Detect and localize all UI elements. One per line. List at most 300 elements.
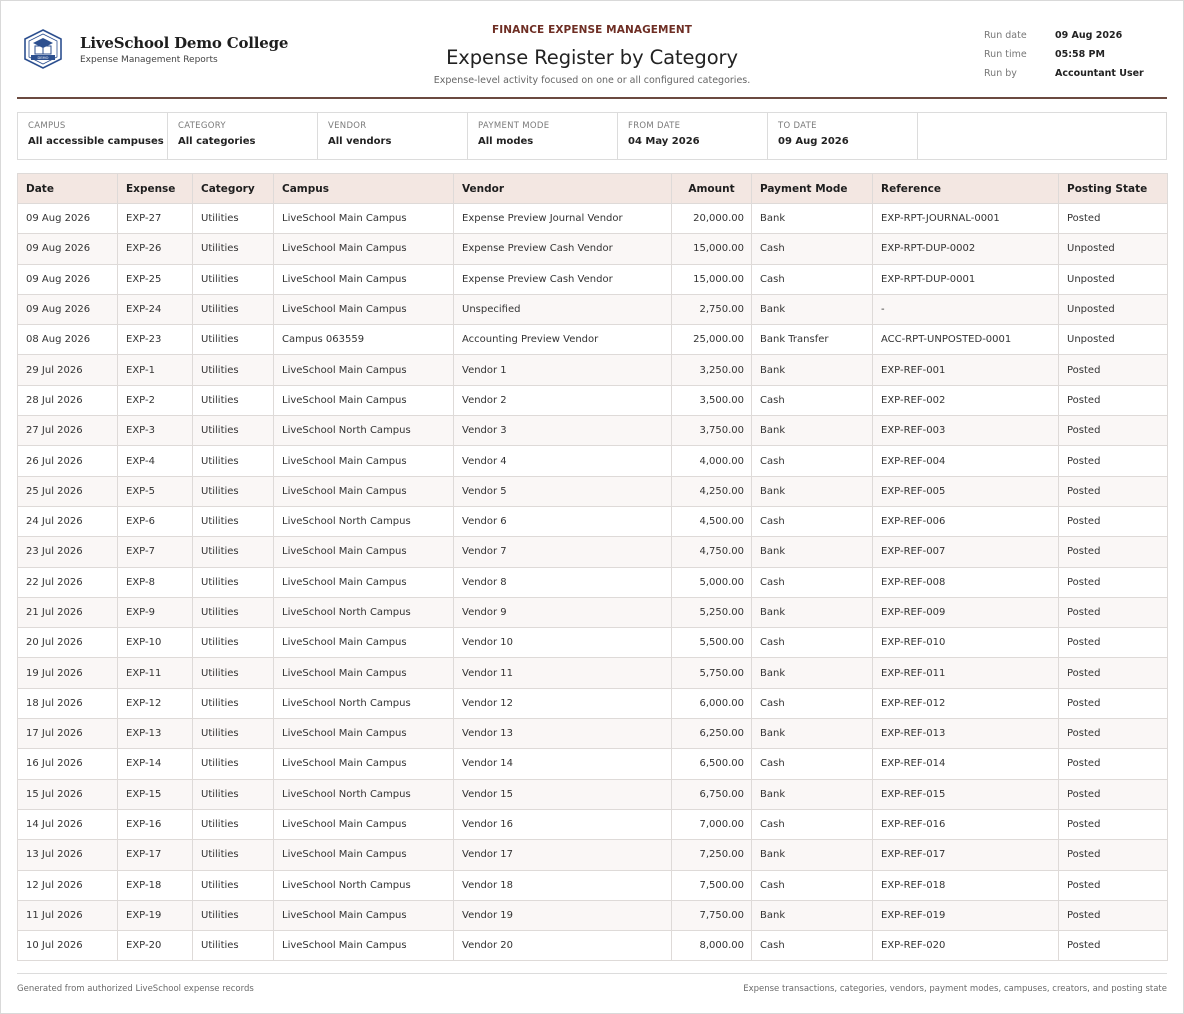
column-header-campus: Campus bbox=[274, 174, 454, 204]
cell-posting-state: Posted bbox=[1059, 931, 1168, 961]
filter-value: 09 Aug 2026 bbox=[778, 136, 849, 147]
cell-campus: LiveSchool Main Campus bbox=[274, 234, 454, 264]
cell-category: Utilities bbox=[193, 416, 274, 446]
cell-payment-mode: Bank bbox=[752, 476, 873, 506]
cell-reference: EXP-REF-016 bbox=[873, 809, 1059, 839]
cell-expense: EXP-23 bbox=[118, 325, 193, 355]
cell-category: Utilities bbox=[193, 446, 274, 476]
cell-posting-state: Posted bbox=[1059, 749, 1168, 779]
table-row bbox=[18, 476, 1168, 506]
table-row bbox=[18, 779, 1168, 809]
brand bbox=[22, 28, 288, 70]
cell-date: 26 Jul 2026 bbox=[18, 446, 118, 476]
cell-expense: EXP-11 bbox=[118, 658, 193, 688]
table-row bbox=[18, 688, 1168, 718]
cell-date: 09 Aug 2026 bbox=[18, 294, 118, 324]
run-time-label: Run time bbox=[984, 49, 1027, 60]
table-row bbox=[18, 506, 1168, 536]
table-row bbox=[18, 900, 1168, 930]
column-header-amount: Amount bbox=[672, 174, 752, 204]
cell-payment-mode: Bank bbox=[752, 355, 873, 385]
cell-payment-mode: Cash bbox=[752, 506, 873, 536]
cell-campus: LiveSchool North Campus bbox=[274, 779, 454, 809]
cell-campus: LiveSchool Main Campus bbox=[274, 840, 454, 870]
cell-expense: EXP-17 bbox=[118, 840, 193, 870]
cell-category: Utilities bbox=[193, 567, 274, 597]
cell-amount: 5,250.00 bbox=[672, 597, 752, 627]
filter-category bbox=[168, 113, 318, 159]
cell-date: 20 Jul 2026 bbox=[18, 628, 118, 658]
cell-date: 09 Aug 2026 bbox=[18, 204, 118, 234]
cell-campus: LiveSchool North Campus bbox=[274, 870, 454, 900]
cell-category: Utilities bbox=[193, 931, 274, 961]
cell-category: Utilities bbox=[193, 204, 274, 234]
cell-vendor: Vendor 14 bbox=[454, 749, 672, 779]
table-row bbox=[18, 325, 1168, 355]
cell-amount: 3,750.00 bbox=[672, 416, 752, 446]
filter-label: PAYMENT MODE bbox=[478, 121, 550, 131]
cell-posting-state: Posted bbox=[1059, 719, 1168, 749]
cell-category: Utilities bbox=[193, 355, 274, 385]
cell-expense: EXP-19 bbox=[118, 900, 193, 930]
cell-amount: 3,500.00 bbox=[672, 385, 752, 415]
run-metadata bbox=[984, 26, 1144, 83]
filter-from-date bbox=[618, 113, 768, 159]
cell-category: Utilities bbox=[193, 749, 274, 779]
cell-posting-state: Posted bbox=[1059, 779, 1168, 809]
cell-payment-mode: Cash bbox=[752, 749, 873, 779]
cell-category: Utilities bbox=[193, 870, 274, 900]
cell-campus: LiveSchool North Campus bbox=[274, 416, 454, 446]
cell-campus: LiveSchool Main Campus bbox=[274, 931, 454, 961]
cell-posting-state: Posted bbox=[1059, 204, 1168, 234]
cell-posting-state: Posted bbox=[1059, 900, 1168, 930]
cell-posting-state: Posted bbox=[1059, 597, 1168, 627]
cell-reference: EXP-REF-004 bbox=[873, 446, 1059, 476]
cell-campus: LiveSchool Main Campus bbox=[274, 204, 454, 234]
cell-vendor: Vendor 9 bbox=[454, 597, 672, 627]
cell-date: 16 Jul 2026 bbox=[18, 749, 118, 779]
cell-posting-state: Posted bbox=[1059, 567, 1168, 597]
table-row bbox=[18, 204, 1168, 234]
cell-vendor: Vendor 10 bbox=[454, 628, 672, 658]
filter-label: CAMPUS bbox=[28, 121, 66, 131]
column-header-payment-mode: Payment Mode bbox=[752, 174, 873, 204]
cell-amount: 8,000.00 bbox=[672, 931, 752, 961]
filter-empty-cell bbox=[918, 113, 1166, 159]
column-header-expense: Expense bbox=[118, 174, 193, 204]
cell-date: 17 Jul 2026 bbox=[18, 719, 118, 749]
cell-expense: EXP-24 bbox=[118, 294, 193, 324]
cell-date: 09 Aug 2026 bbox=[18, 264, 118, 294]
cell-posting-state: Posted bbox=[1059, 870, 1168, 900]
column-header-posting-state: Posting State bbox=[1059, 174, 1168, 204]
cell-reference: EXP-REF-006 bbox=[873, 506, 1059, 536]
cell-posting-state: Unposted bbox=[1059, 234, 1168, 264]
filter-campus bbox=[18, 113, 168, 159]
cell-campus: LiveSchool Main Campus bbox=[274, 476, 454, 506]
cell-posting-state: Unposted bbox=[1059, 264, 1168, 294]
cell-campus: LiveSchool Main Campus bbox=[274, 294, 454, 324]
cell-payment-mode: Cash bbox=[752, 385, 873, 415]
run-time-row bbox=[984, 45, 1144, 64]
cell-reference: EXP-REF-009 bbox=[873, 597, 1059, 627]
cell-amount: 15,000.00 bbox=[672, 234, 752, 264]
filter-label: CATEGORY bbox=[178, 121, 226, 131]
cell-expense: EXP-1 bbox=[118, 355, 193, 385]
cell-amount: 6,250.00 bbox=[672, 719, 752, 749]
run-time-value: 05:58 PM bbox=[1055, 49, 1105, 60]
cell-posting-state: Posted bbox=[1059, 537, 1168, 567]
cell-payment-mode: Bank bbox=[752, 719, 873, 749]
cell-posting-state: Posted bbox=[1059, 506, 1168, 536]
filter-vendor bbox=[318, 113, 468, 159]
table-row bbox=[18, 809, 1168, 839]
footer-divider bbox=[17, 973, 1167, 974]
cell-vendor: Expense Preview Cash Vendor bbox=[454, 264, 672, 294]
cell-vendor: Vendor 15 bbox=[454, 779, 672, 809]
cell-vendor: Vendor 11 bbox=[454, 658, 672, 688]
cell-category: Utilities bbox=[193, 537, 274, 567]
table-row bbox=[18, 840, 1168, 870]
cell-payment-mode: Cash bbox=[752, 567, 873, 597]
cell-payment-mode: Cash bbox=[752, 264, 873, 294]
cell-payment-mode: Cash bbox=[752, 870, 873, 900]
cell-reference: EXP-REF-008 bbox=[873, 567, 1059, 597]
cell-reference: ACC-RPT-UNPOSTED-0001 bbox=[873, 325, 1059, 355]
cell-amount: 5,500.00 bbox=[672, 628, 752, 658]
table-row bbox=[18, 537, 1168, 567]
cell-category: Utilities bbox=[193, 900, 274, 930]
cell-date: 22 Jul 2026 bbox=[18, 567, 118, 597]
college-crest-icon bbox=[22, 28, 64, 70]
filter-label: TO DATE bbox=[778, 121, 817, 131]
table-row bbox=[18, 264, 1168, 294]
cell-posting-state: Posted bbox=[1059, 840, 1168, 870]
cell-expense: EXP-10 bbox=[118, 628, 193, 658]
cell-posting-state: Posted bbox=[1059, 658, 1168, 688]
cell-campus: LiveSchool Main Campus bbox=[274, 719, 454, 749]
cell-campus: LiveSchool North Campus bbox=[274, 597, 454, 627]
run-date-value: 09 Aug 2026 bbox=[1055, 30, 1123, 41]
cell-amount: 5,000.00 bbox=[672, 567, 752, 597]
cell-reference: EXP-REF-012 bbox=[873, 688, 1059, 718]
table-header-row bbox=[18, 174, 1168, 204]
cell-payment-mode: Cash bbox=[752, 234, 873, 264]
cell-reference: - bbox=[873, 294, 1059, 324]
cell-expense: EXP-27 bbox=[118, 204, 193, 234]
report-suite-label: Expense Management Reports bbox=[80, 54, 218, 65]
cell-amount: 3,250.00 bbox=[672, 355, 752, 385]
cell-date: 19 Jul 2026 bbox=[18, 658, 118, 688]
table-row bbox=[18, 567, 1168, 597]
cell-vendor: Expense Preview Journal Vendor bbox=[454, 204, 672, 234]
cell-campus: LiveSchool North Campus bbox=[274, 506, 454, 536]
cell-vendor: Vendor 4 bbox=[454, 446, 672, 476]
table-row bbox=[18, 597, 1168, 627]
cell-campus: LiveSchool Main Campus bbox=[274, 537, 454, 567]
cell-amount: 7,000.00 bbox=[672, 809, 752, 839]
cell-date: 24 Jul 2026 bbox=[18, 506, 118, 536]
cell-vendor: Vendor 6 bbox=[454, 506, 672, 536]
run-by-row bbox=[984, 64, 1144, 83]
cell-date: 28 Jul 2026 bbox=[18, 385, 118, 415]
page-title: Expense Register by Category bbox=[446, 46, 738, 69]
cell-payment-mode: Bank bbox=[752, 840, 873, 870]
cell-payment-mode: Cash bbox=[752, 688, 873, 718]
filter-payment-mode bbox=[468, 113, 618, 159]
cell-date: 27 Jul 2026 bbox=[18, 416, 118, 446]
cell-amount: 4,000.00 bbox=[672, 446, 752, 476]
cell-payment-mode: Bank bbox=[752, 597, 873, 627]
cell-expense: EXP-12 bbox=[118, 688, 193, 718]
cell-vendor: Vendor 7 bbox=[454, 537, 672, 567]
cell-vendor: Vendor 18 bbox=[454, 870, 672, 900]
cell-expense: EXP-25 bbox=[118, 264, 193, 294]
cell-reference: EXP-REF-018 bbox=[873, 870, 1059, 900]
cell-date: 11 Jul 2026 bbox=[18, 900, 118, 930]
report-heading bbox=[392, 24, 792, 86]
footer-scope-note: Expense transactions, categories, vendors, payment modes, campuses, creators, and posting state bbox=[743, 984, 1167, 994]
cell-expense: EXP-16 bbox=[118, 809, 193, 839]
cell-reference: EXP-REF-013 bbox=[873, 719, 1059, 749]
filter-value: All accessible campuses bbox=[28, 136, 164, 147]
cell-date: 18 Jul 2026 bbox=[18, 688, 118, 718]
cell-payment-mode: Cash bbox=[752, 809, 873, 839]
cell-amount: 6,750.00 bbox=[672, 779, 752, 809]
cell-category: Utilities bbox=[193, 658, 274, 688]
cell-expense: EXP-4 bbox=[118, 446, 193, 476]
cell-payment-mode: Bank bbox=[752, 779, 873, 809]
cell-payment-mode: Bank Transfer bbox=[752, 325, 873, 355]
table-row bbox=[18, 294, 1168, 324]
cell-amount: 7,250.00 bbox=[672, 840, 752, 870]
table-row bbox=[18, 385, 1168, 415]
run-by-label: Run by bbox=[984, 68, 1017, 79]
cell-amount: 20,000.00 bbox=[672, 204, 752, 234]
cell-amount: 6,500.00 bbox=[672, 749, 752, 779]
cell-expense: EXP-13 bbox=[118, 719, 193, 749]
cell-date: 29 Jul 2026 bbox=[18, 355, 118, 385]
cell-amount: 7,750.00 bbox=[672, 900, 752, 930]
cell-expense: EXP-5 bbox=[118, 476, 193, 506]
cell-date: 23 Jul 2026 bbox=[18, 537, 118, 567]
cell-category: Utilities bbox=[193, 385, 274, 415]
cell-posting-state: Posted bbox=[1059, 809, 1168, 839]
filter-value: All categories bbox=[178, 136, 256, 147]
cell-vendor: Accounting Preview Vendor bbox=[454, 325, 672, 355]
cell-amount: 2,750.00 bbox=[672, 294, 752, 324]
cell-amount: 7,500.00 bbox=[672, 870, 752, 900]
cell-campus: LiveSchool North Campus bbox=[274, 688, 454, 718]
cell-reference: EXP-REF-010 bbox=[873, 628, 1059, 658]
cell-category: Utilities bbox=[193, 234, 274, 264]
cell-reference: EXP-REF-014 bbox=[873, 749, 1059, 779]
cell-vendor: Vendor 8 bbox=[454, 567, 672, 597]
header-divider bbox=[17, 97, 1167, 99]
cell-vendor: Vendor 12 bbox=[454, 688, 672, 718]
cell-category: Utilities bbox=[193, 779, 274, 809]
table-row bbox=[18, 416, 1168, 446]
cell-payment-mode: Bank bbox=[752, 204, 873, 234]
cell-reference: EXP-RPT-DUP-0001 bbox=[873, 264, 1059, 294]
run-date-label: Run date bbox=[984, 30, 1027, 41]
cell-reference: EXP-REF-011 bbox=[873, 658, 1059, 688]
filter-value: 04 May 2026 bbox=[628, 136, 700, 147]
filter-summary bbox=[17, 112, 1167, 160]
cell-category: Utilities bbox=[193, 688, 274, 718]
filter-value: All vendors bbox=[328, 136, 392, 147]
cell-reference: EXP-REF-003 bbox=[873, 416, 1059, 446]
cell-vendor: Vendor 16 bbox=[454, 809, 672, 839]
cell-category: Utilities bbox=[193, 628, 274, 658]
cell-expense: EXP-14 bbox=[118, 749, 193, 779]
cell-expense: EXP-18 bbox=[118, 870, 193, 900]
cell-category: Utilities bbox=[193, 476, 274, 506]
cell-payment-mode: Bank bbox=[752, 658, 873, 688]
cell-expense: EXP-2 bbox=[118, 385, 193, 415]
cell-vendor: Vendor 1 bbox=[454, 355, 672, 385]
cell-vendor: Vendor 19 bbox=[454, 900, 672, 930]
cell-posting-state: Posted bbox=[1059, 416, 1168, 446]
cell-campus: LiveSchool Main Campus bbox=[274, 567, 454, 597]
cell-campus: LiveSchool Main Campus bbox=[274, 749, 454, 779]
cell-payment-mode: Cash bbox=[752, 931, 873, 961]
column-header-category: Category bbox=[193, 174, 274, 204]
cell-campus: LiveSchool Main Campus bbox=[274, 809, 454, 839]
cell-amount: 4,500.00 bbox=[672, 506, 752, 536]
expense-register-table bbox=[17, 173, 1167, 961]
cell-campus: LiveSchool Main Campus bbox=[274, 446, 454, 476]
column-header-vendor: Vendor bbox=[454, 174, 672, 204]
cell-posting-state: Posted bbox=[1059, 688, 1168, 718]
table-body bbox=[18, 204, 1168, 961]
cell-posting-state: Posted bbox=[1059, 355, 1168, 385]
cell-reference: EXP-REF-002 bbox=[873, 385, 1059, 415]
cell-amount: 4,750.00 bbox=[672, 537, 752, 567]
cell-vendor: Vendor 5 bbox=[454, 476, 672, 506]
cell-payment-mode: Bank bbox=[752, 900, 873, 930]
cell-posting-state: Posted bbox=[1059, 628, 1168, 658]
module-label: FINANCE EXPENSE MANAGEMENT bbox=[491, 24, 693, 36]
cell-category: Utilities bbox=[193, 294, 274, 324]
cell-campus: Campus 063559 bbox=[274, 325, 454, 355]
cell-vendor: Vendor 20 bbox=[454, 931, 672, 961]
cell-payment-mode: Bank bbox=[752, 294, 873, 324]
cell-expense: EXP-6 bbox=[118, 506, 193, 536]
filter-value: All modes bbox=[478, 136, 534, 147]
cell-posting-state: Posted bbox=[1059, 385, 1168, 415]
run-date-row bbox=[984, 26, 1144, 45]
cell-expense: EXP-20 bbox=[118, 931, 193, 961]
cell-reference: EXP-RPT-DUP-0002 bbox=[873, 234, 1059, 264]
page-subtitle: Expense-level activity focused on one or all configured categories. bbox=[433, 75, 751, 86]
cell-date: 08 Aug 2026 bbox=[18, 325, 118, 355]
cell-campus: LiveSchool Main Campus bbox=[274, 900, 454, 930]
cell-campus: LiveSchool Main Campus bbox=[274, 264, 454, 294]
cell-reference: EXP-REF-007 bbox=[873, 537, 1059, 567]
column-header-reference: Reference bbox=[873, 174, 1059, 204]
cell-date: 09 Aug 2026 bbox=[18, 234, 118, 264]
table-row bbox=[18, 749, 1168, 779]
table-row bbox=[18, 931, 1168, 961]
cell-payment-mode: Cash bbox=[752, 446, 873, 476]
cell-vendor: Expense Preview Cash Vendor bbox=[454, 234, 672, 264]
cell-category: Utilities bbox=[193, 719, 274, 749]
table-row bbox=[18, 446, 1168, 476]
cell-posting-state: Posted bbox=[1059, 476, 1168, 506]
cell-campus: LiveSchool Main Campus bbox=[274, 355, 454, 385]
cell-vendor: Vendor 17 bbox=[454, 840, 672, 870]
table-row bbox=[18, 870, 1168, 900]
cell-category: Utilities bbox=[193, 597, 274, 627]
filter-label: VENDOR bbox=[328, 121, 367, 131]
cell-reference: EXP-REF-005 bbox=[873, 476, 1059, 506]
run-by-value: Accountant User bbox=[1055, 68, 1144, 79]
cell-payment-mode: Bank bbox=[752, 416, 873, 446]
cell-category: Utilities bbox=[193, 809, 274, 839]
cell-reference: EXP-REF-017 bbox=[873, 840, 1059, 870]
cell-expense: EXP-3 bbox=[118, 416, 193, 446]
cell-expense: EXP-26 bbox=[118, 234, 193, 264]
cell-reference: EXP-REF-019 bbox=[873, 900, 1059, 930]
cell-posting-state: Unposted bbox=[1059, 294, 1168, 324]
cell-reference: EXP-REF-001 bbox=[873, 355, 1059, 385]
cell-posting-state: Posted bbox=[1059, 446, 1168, 476]
cell-category: Utilities bbox=[193, 264, 274, 294]
cell-reference: EXP-REF-015 bbox=[873, 779, 1059, 809]
cell-amount: 15,000.00 bbox=[672, 264, 752, 294]
cell-vendor: Vendor 3 bbox=[454, 416, 672, 446]
cell-reference: EXP-REF-020 bbox=[873, 931, 1059, 961]
cell-vendor: Vendor 2 bbox=[454, 385, 672, 415]
table-row bbox=[18, 628, 1168, 658]
cell-date: 13 Jul 2026 bbox=[18, 840, 118, 870]
cell-campus: LiveSchool Main Campus bbox=[274, 628, 454, 658]
cell-category: Utilities bbox=[193, 506, 274, 536]
cell-reference: EXP-RPT-JOURNAL-0001 bbox=[873, 204, 1059, 234]
cell-expense: EXP-9 bbox=[118, 597, 193, 627]
cell-date: 10 Jul 2026 bbox=[18, 931, 118, 961]
cell-payment-mode: Bank bbox=[752, 537, 873, 567]
table-row bbox=[18, 658, 1168, 688]
cell-date: 15 Jul 2026 bbox=[18, 779, 118, 809]
footer-source-note: Generated from authorized LiveSchool expense records bbox=[17, 984, 254, 994]
cell-expense: EXP-15 bbox=[118, 779, 193, 809]
cell-category: Utilities bbox=[193, 840, 274, 870]
cell-date: 14 Jul 2026 bbox=[18, 809, 118, 839]
table-row bbox=[18, 234, 1168, 264]
cell-expense: EXP-8 bbox=[118, 567, 193, 597]
cell-posting-state: Unposted bbox=[1059, 325, 1168, 355]
cell-amount: 5,750.00 bbox=[672, 658, 752, 688]
cell-campus: LiveSchool Main Campus bbox=[274, 658, 454, 688]
cell-date: 21 Jul 2026 bbox=[18, 597, 118, 627]
column-header-date: Date bbox=[18, 174, 118, 204]
cell-amount: 6,000.00 bbox=[672, 688, 752, 718]
cell-amount: 25,000.00 bbox=[672, 325, 752, 355]
cell-campus: LiveSchool Main Campus bbox=[274, 385, 454, 415]
cell-date: 12 Jul 2026 bbox=[18, 870, 118, 900]
cell-category: Utilities bbox=[193, 325, 274, 355]
filter-to-date bbox=[768, 113, 918, 159]
cell-payment-mode: Cash bbox=[752, 628, 873, 658]
cell-vendor: Unspecified bbox=[454, 294, 672, 324]
table-row bbox=[18, 355, 1168, 385]
cell-date: 25 Jul 2026 bbox=[18, 476, 118, 506]
cell-amount: 4,250.00 bbox=[672, 476, 752, 506]
table-row bbox=[18, 719, 1168, 749]
